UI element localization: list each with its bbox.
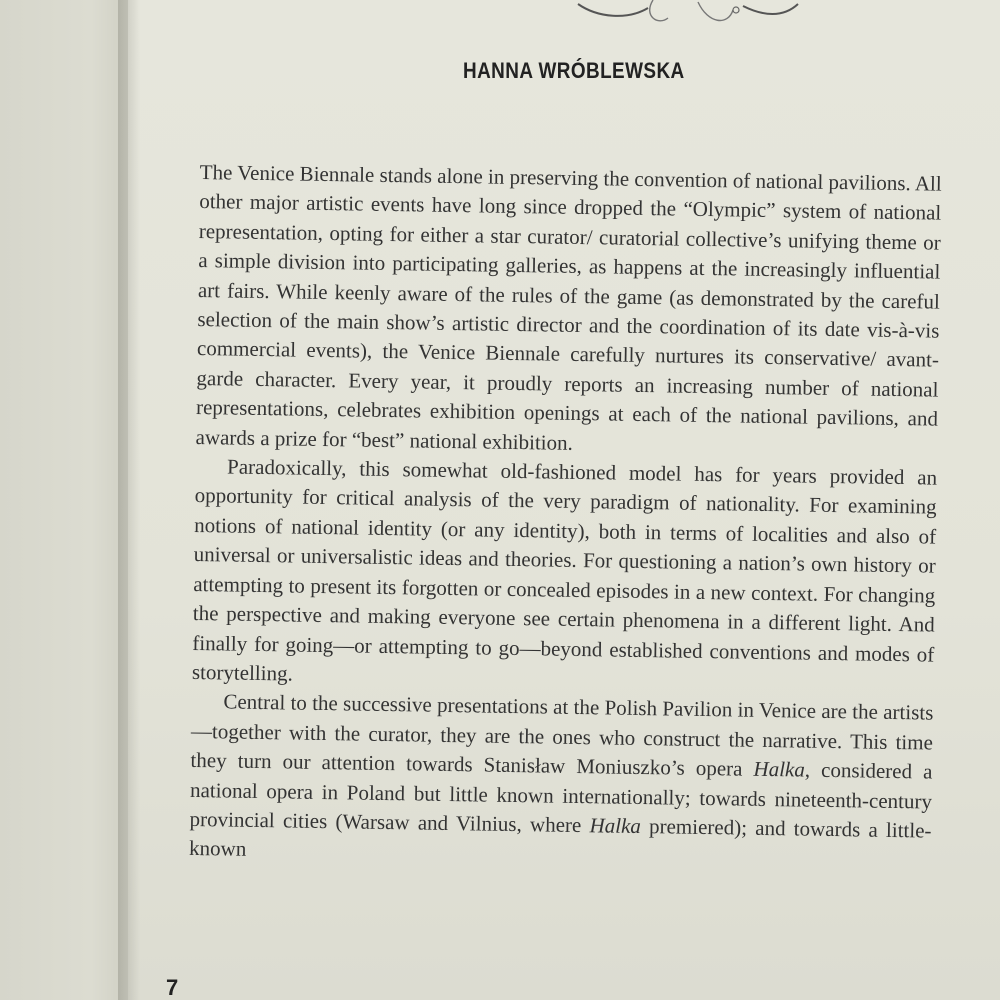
paragraph-1: The Venice Biennale stands alone in preserving the convention of national pavilions. All other major artistic events have long since dropped the “Olympic” system of national representation, opting for either a star curator/ curatorial collective’s unifying theme or a simple division into participating galleries, as happens at the increasingly influential art fairs. While keenly aware of the rules of the game (as demonstrated by the careful selection of the main show’s artistic director and the coordination of its date vis-à-vis commercial events), the Venice Biennale carefully nurtures its conservative/ avant-garde character. Every year, it proudly reports an increasing number of national representations, celebrates exhibition openings at each of the national pavilions, and awards a prize for “best” national exhibition.: [195, 159, 942, 455]
opera-title: Halka: [589, 813, 642, 838]
paragraph-3-text: , considered a national opera in Poland but little known internationally; towards nineteenth-century provincial cities (Warsaw and Vilnius, where: [189, 757, 933, 838]
paragraph-3-text: premiered); and towards a little-known: [188, 813, 932, 862]
author-heading: HANNA WRÓBLEWSKA: [463, 58, 685, 83]
paragraph-3-text: Central to the successive presentations at the Polish Pavilion in Venice are the artists—together with the curator, they are the ones who construct the narrative. This time they turn our attention towards Stanisław Moniuszko’s opera: [190, 689, 934, 781]
article-body: [189, 158, 942, 875]
left-page-edge: [0, 0, 130, 1000]
paragraph-2: Paradoxically, this somewhat old-fashioned model has for years provided an opportunity for critical analysis of the very paradigm of nationality. For examining notions of national identity (or any identity), both in terms of localities and also of universal or universalistic ideas and theories. For questioning a nation’s own history or attempting to present its forgotten or concealed episodes in a new context. For changing the perspective and making everyone see certain phenomena in a different light. And finally for going—or attempting to go—beyond established conventions and modes of storytelling.: [191, 454, 938, 686]
decorative-flourish-icon: [558, 0, 818, 36]
page-number: 7: [166, 975, 179, 1000]
opera-title: Halka: [753, 756, 806, 782]
paragraph-3: [189, 687, 934, 875]
book-gutter-shadow: [118, 0, 140, 1000]
